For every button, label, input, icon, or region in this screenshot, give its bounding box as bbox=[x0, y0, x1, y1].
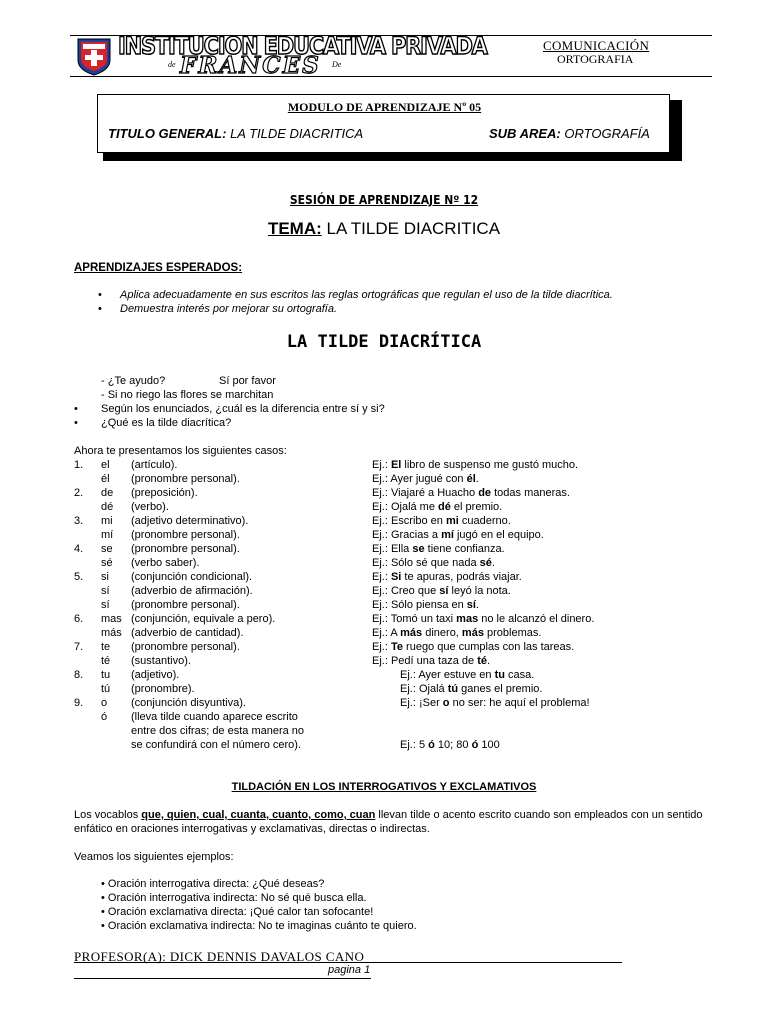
case-description: (pronombre personal). bbox=[131, 641, 240, 653]
case-description: (lleva tilde cuando aparece escrito bbox=[131, 711, 298, 723]
case-example: Ej.: Ojalá tú ganes el premio. bbox=[400, 683, 543, 695]
case-description: (adjetivo). bbox=[131, 669, 180, 681]
case-word: mi bbox=[101, 515, 113, 527]
case-description: (pronombre personal). bbox=[131, 529, 240, 541]
case-number: 8. bbox=[74, 669, 84, 681]
case-number: 3. bbox=[74, 515, 84, 527]
dialog-line: - ¿Te ayudo? bbox=[101, 375, 166, 387]
case-word: sí bbox=[101, 599, 110, 611]
case-word: él bbox=[101, 473, 110, 485]
teacher-name: PROFESOR(A): DICK DENNIS DAVALOS CANO bbox=[74, 949, 365, 964]
case-description: (verbo). bbox=[131, 501, 169, 513]
case-description: (adjetivo determinativo). bbox=[131, 515, 249, 527]
topic-title bbox=[0, 219, 768, 239]
case-example: Ej.: Te ruego que cumplas con las tareas. bbox=[372, 641, 575, 653]
case-example: Ej.: El libro de suspenso me gustó mucho. bbox=[372, 459, 579, 471]
case-example: Ej.: Ayer estuve en tu casa. bbox=[400, 669, 535, 681]
school-crest-icon bbox=[72, 36, 116, 76]
case-word: sé bbox=[101, 557, 113, 569]
page-number: pagina 1 bbox=[328, 964, 371, 976]
case-description: (pronombre personal). bbox=[131, 473, 240, 485]
case-example: Ej.: Sólo piensa en sí. bbox=[372, 599, 480, 611]
dialog-reply: Sí por favor bbox=[219, 375, 276, 387]
case-example: Ej.: Ayer jugué con él. bbox=[372, 473, 479, 485]
main-title: LA TILDE DIACRÍTICA bbox=[286, 332, 482, 352]
name-prefix: de bbox=[168, 60, 176, 69]
case-description: (pronombre). bbox=[131, 683, 195, 695]
tildacion-heading: TILDACIÓN EN LOS INTERROGATIVOS Y EXCLAMATIVOS bbox=[231, 781, 537, 793]
tildacion-paragraph-2: enfático en oraciones interrogativas y exclamativas, directas o indirectas. bbox=[74, 823, 430, 835]
example-item: • Oración exclamativa directa: ¡Qué calor tan sofocante! bbox=[101, 906, 374, 918]
case-word: o bbox=[101, 697, 108, 709]
case-example: Ej.: Escribo en mi cuaderno. bbox=[372, 515, 511, 527]
subarea-title bbox=[489, 126, 650, 141]
subarea-title-value: ORTOGRAFÍA bbox=[564, 126, 650, 141]
case-word: tú bbox=[101, 683, 111, 695]
subarea-label: ORTOGRAFIA bbox=[557, 52, 634, 66]
case-number: 5. bbox=[74, 571, 84, 583]
case-number: 6. bbox=[74, 613, 84, 625]
general-title-value: LA TILDE DIACRITICA bbox=[230, 126, 364, 141]
case-word: sí bbox=[101, 585, 110, 597]
general-title bbox=[108, 126, 363, 141]
learning-item: Demuestra interés por mejorar su ortografía. bbox=[120, 303, 338, 315]
bullet-dot: • bbox=[74, 417, 78, 429]
case-word: mí bbox=[101, 529, 114, 541]
examples-intro: Veamos los siguientes ejemplos: bbox=[74, 851, 234, 863]
case-example: Ej.: Gracias a mí jugó en el equipo. bbox=[372, 529, 544, 541]
case-word: si bbox=[101, 571, 109, 583]
footer-rule bbox=[74, 962, 622, 963]
case-description: (conjunción, equivale a pero). bbox=[131, 613, 276, 625]
case-description: (conjunción disyuntiva). bbox=[131, 697, 246, 709]
tildacion-paragraph: Los vocablos que, quien, cual, cuanta, cuanto, como, cuan llevan tilde o acento escrito cuando son empleados con un sentido bbox=[74, 809, 703, 821]
case-continuation: se confundirá con el número cero). bbox=[131, 739, 301, 751]
footer-rule-2 bbox=[74, 978, 371, 979]
case-example: Ej.: Ella se tiene confianza. bbox=[372, 543, 505, 555]
bullet-dot: • bbox=[98, 289, 102, 301]
case-description: (conjunción condicional). bbox=[131, 571, 253, 583]
case-number: 2. bbox=[74, 487, 84, 499]
case-example: Ej.: Si te apuras, podrás viajar. bbox=[372, 571, 522, 583]
case-word: mas bbox=[101, 613, 122, 625]
case-description: (adverbio de afirmación). bbox=[131, 585, 253, 597]
case-description: (pronombre personal). bbox=[131, 599, 240, 611]
case-description: (adverbio de cantidad). bbox=[131, 627, 244, 639]
case-example: Ej.: Ojalá me dé el premio. bbox=[372, 501, 503, 513]
case-word: té bbox=[101, 655, 111, 667]
case-example: Ej.: Tomó un taxi mas no le alcanzó el dinero. bbox=[372, 613, 595, 625]
example-item: • Oración interrogativa indirecta: No sé qué busca ella. bbox=[101, 892, 367, 904]
expected-learning-heading: APRENDIZAJES ESPERADOS: bbox=[74, 262, 243, 274]
case-number: 9. bbox=[74, 697, 84, 709]
case-word: más bbox=[101, 627, 122, 639]
case-word: de bbox=[101, 487, 114, 499]
topic-label: TEMA: bbox=[267, 219, 322, 238]
case-description: (sustantivo). bbox=[131, 655, 191, 667]
case-word: ó bbox=[101, 711, 108, 723]
learning-item: Aplica adecuadamente en sus escritos las reglas ortográficas que regulan el uso de la tilde diacrítica. bbox=[120, 289, 613, 301]
case-description: (pronombre personal). bbox=[131, 543, 240, 555]
case-number: 1. bbox=[74, 459, 84, 471]
bullet-dot: • bbox=[74, 403, 78, 415]
case-word: dé bbox=[101, 501, 114, 513]
cases-intro: Ahora te presentamos los siguientes casos: bbox=[74, 445, 287, 457]
area-label: COMUNICACIÓN bbox=[543, 38, 650, 53]
case-word: se bbox=[101, 543, 113, 555]
case-word: te bbox=[101, 641, 111, 653]
example-item: • Oración exclamativa indirecta: No te imaginas cuánto te quiero. bbox=[101, 920, 417, 932]
case-example: Ej.: ¡Ser o no ser: he aquí el problema! bbox=[400, 697, 590, 709]
module-box bbox=[97, 94, 670, 153]
module-title: MODULO DE APRENDIZAJE Nº 05 bbox=[287, 100, 482, 114]
case-description: (verbo saber). bbox=[131, 557, 200, 569]
case-description: (artículo). bbox=[131, 459, 178, 471]
case-continuation: entre dos cifras; de esta manera no bbox=[131, 725, 305, 737]
bullet-dot: • bbox=[98, 303, 102, 315]
institution-name: INSTITUCION EDUCATIVA PRIVADA bbox=[118, 32, 487, 60]
question: ¿Qué es la tilde diacrítica? bbox=[101, 417, 232, 429]
case-example: Ej.: A más dinero, más problemas. bbox=[372, 627, 542, 639]
session-title: SESIÓN DE APRENDIZAJE Nº 12 bbox=[289, 193, 479, 207]
topic-value: LA TILDE DIACRITICA bbox=[326, 219, 501, 238]
dialog-line: - Si no riego las flores se marchitan bbox=[101, 389, 274, 401]
case-number: 7. bbox=[74, 641, 84, 653]
general-title-label: TITULO GENERAL: bbox=[108, 126, 227, 141]
case-example: Ej.: Viajaré a Huacho de todas maneras. bbox=[372, 487, 570, 499]
case-example: Ej.: Pedí una taza de té. bbox=[372, 655, 491, 667]
case-example: Ej.: 5 ó 10; 80 ó 100 bbox=[400, 739, 500, 751]
header-bottom-rule bbox=[70, 76, 712, 77]
question: Según los enunciados, ¿cuál es la diferencia entre sí y si? bbox=[101, 403, 385, 415]
case-description: (preposición). bbox=[131, 487, 198, 499]
case-example: Ej.: Sólo sé que nada sé. bbox=[372, 557, 495, 569]
example-item: • Oración interrogativa directa: ¿Qué deseas? bbox=[101, 878, 325, 890]
case-example: Ej.: Creo que sí leyó la nota. bbox=[372, 585, 511, 597]
case-word: el bbox=[101, 459, 110, 471]
subarea-title-label: SUB AREA: bbox=[489, 126, 561, 141]
case-word: tu bbox=[101, 669, 111, 681]
school-name: FRANCES bbox=[180, 52, 321, 79]
name-suffix: De bbox=[332, 60, 342, 69]
case-number: 4. bbox=[74, 543, 84, 555]
